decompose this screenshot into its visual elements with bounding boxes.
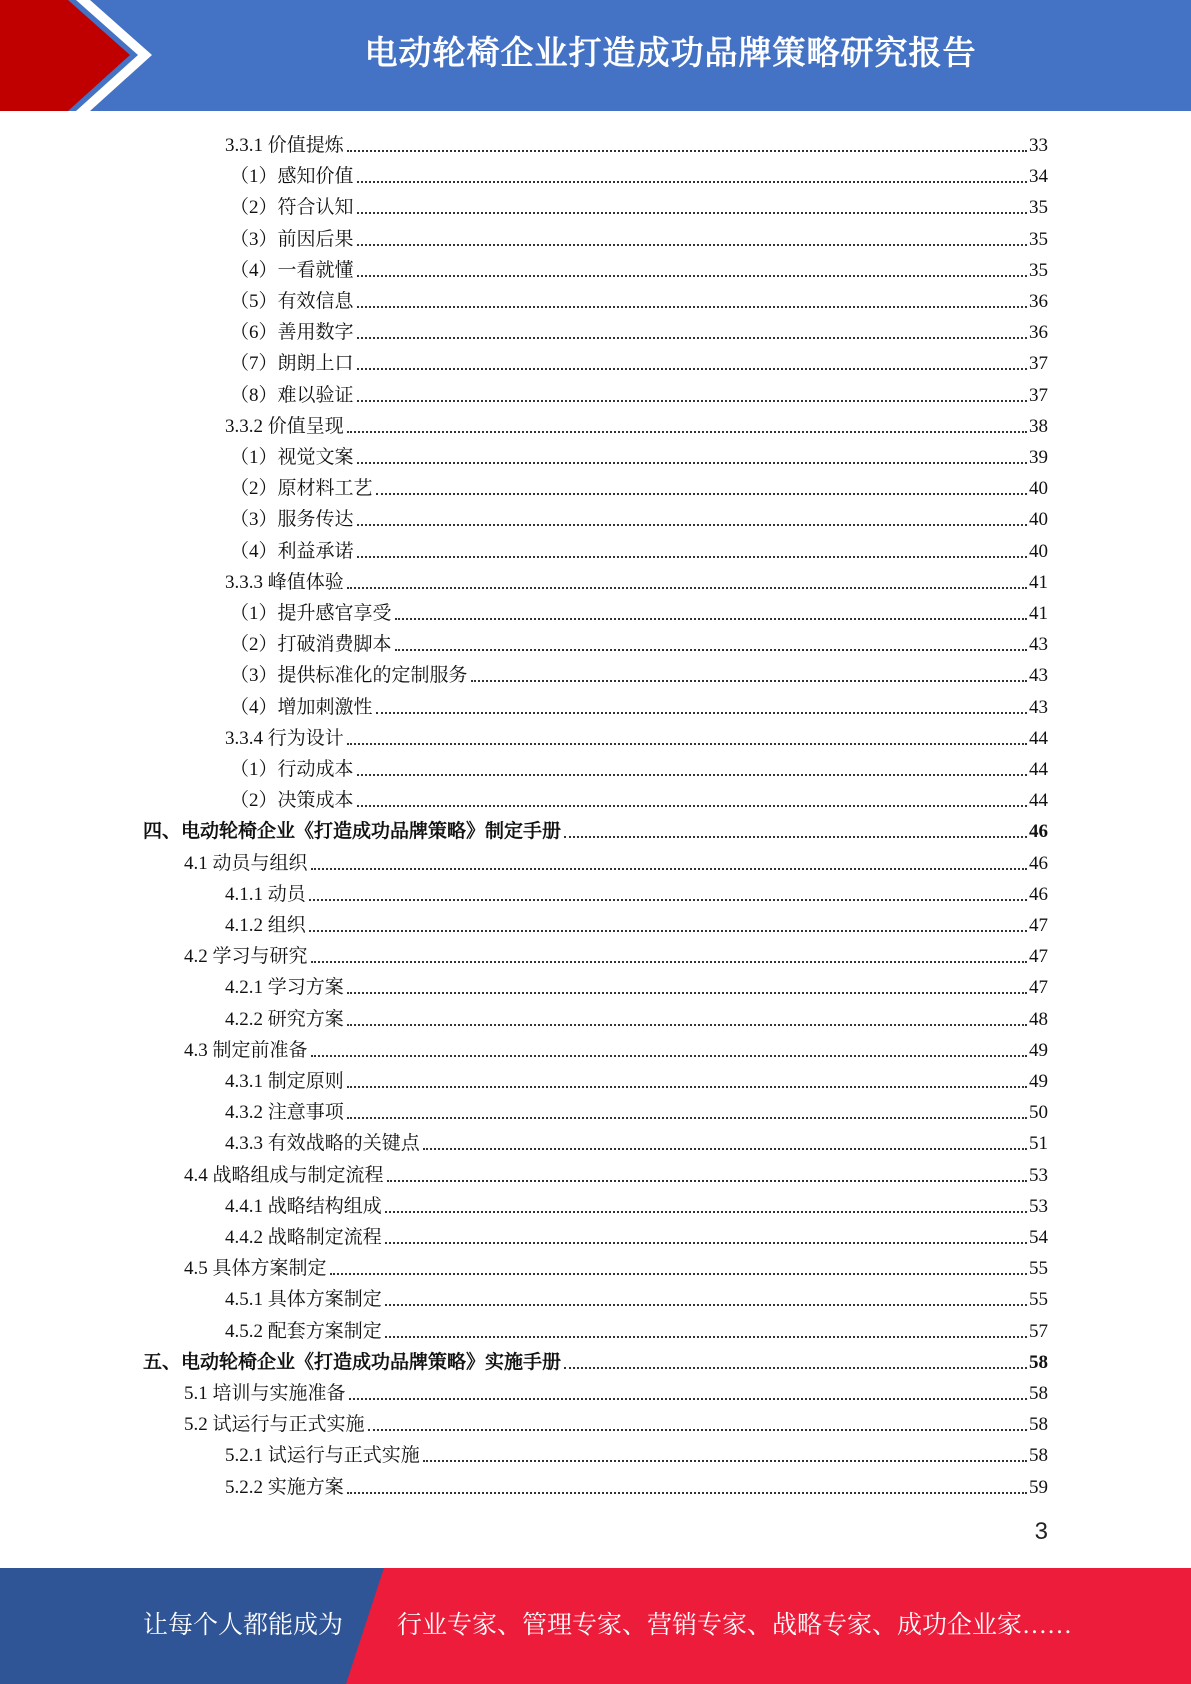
toc-dot-leader xyxy=(357,774,1027,776)
toc-entry-label: 5.1 培训与实施准备 xyxy=(184,1383,346,1404)
toc-entry-label: （3）服务传达 xyxy=(230,509,354,531)
toc-entry-page: 44 xyxy=(1029,759,1048,780)
toc-entry[interactable] xyxy=(230,657,1048,688)
toc-dot-leader xyxy=(423,1460,1027,1462)
toc-entry-label: 4.2.1 学习方案 xyxy=(225,977,344,999)
toc-entry-page: 46 xyxy=(1029,852,1048,874)
toc-entry[interactable] xyxy=(225,1125,1048,1156)
toc-entry[interactable] xyxy=(230,501,1048,532)
toc-dot-leader xyxy=(349,1398,1027,1400)
toc-entry-page: 37 xyxy=(1029,353,1048,375)
toc-dot-leader xyxy=(347,587,1027,589)
toc-dot-leader xyxy=(330,1273,1027,1275)
toc-dot-leader xyxy=(357,306,1027,308)
toc-entry-page: 55 xyxy=(1029,1258,1048,1280)
toc-entry-label: （1）感知价值 xyxy=(230,166,354,188)
toc-entry[interactable] xyxy=(184,1375,1048,1406)
toc-dot-leader xyxy=(357,212,1027,214)
toc-dot-leader xyxy=(347,1492,1027,1494)
toc-entry-label: （2）打破消费脚本 xyxy=(230,634,392,656)
toc-entry-label: （1）视觉文案 xyxy=(230,447,354,468)
toc-entry[interactable] xyxy=(143,813,1048,844)
toc-entry-page: 40 xyxy=(1029,478,1048,500)
toc-entry-page: 51 xyxy=(1029,1133,1048,1155)
toc-entry-page: 49 xyxy=(1029,1071,1048,1092)
toc-entry-label: 五、电动轮椅企业《打造成功品牌策略》实施手册 xyxy=(143,1351,562,1373)
toc-dot-leader xyxy=(385,1242,1027,1244)
toc-entry[interactable] xyxy=(230,533,1048,564)
toc-dot-leader xyxy=(357,181,1027,183)
toc-entry-label: （8）难以验证 xyxy=(230,384,354,406)
toc-dot-leader xyxy=(387,1180,1027,1182)
toc-entry-page: 46 xyxy=(1029,883,1048,905)
toc-dot-leader xyxy=(347,992,1027,994)
toc-dot-leader xyxy=(376,712,1027,714)
toc-entry-label: （1）提升感官享受 xyxy=(230,603,392,624)
toc-entry-page: 53 xyxy=(1029,1164,1048,1186)
toc-entry-page: 59 xyxy=(1029,1476,1048,1498)
toc-entry-label: 4.4.2 战略制定流程 xyxy=(225,1227,382,1248)
toc-dot-leader xyxy=(357,556,1027,558)
toc-entry[interactable] xyxy=(230,252,1048,283)
toc-dot-leader xyxy=(347,1117,1027,1119)
toc-entry-page: 49 xyxy=(1029,1039,1048,1061)
toc-dot-leader xyxy=(395,618,1027,620)
toc-entry-page: 35 xyxy=(1029,197,1048,219)
toc-entry-page: 33 xyxy=(1029,135,1048,156)
toc-entry[interactable] xyxy=(225,1001,1048,1032)
toc-entry-label: 4.2 学习与研究 xyxy=(184,946,308,968)
toc-entry-label: （2）符合认知 xyxy=(230,197,354,219)
toc-entry-label: 4.1.1 动员 xyxy=(225,883,306,905)
toc-dot-leader xyxy=(357,462,1027,464)
toc-dot-leader xyxy=(376,493,1027,495)
toc-dot-leader xyxy=(357,337,1027,339)
toc-dot-leader xyxy=(357,244,1027,246)
toc-entry[interactable] xyxy=(230,751,1048,782)
toc-entry-label: （2）原材料工艺 xyxy=(230,478,373,500)
toc-entry[interactable] xyxy=(230,626,1048,657)
toc-entry-label: （1）行动成本 xyxy=(230,759,354,780)
toc-entry[interactable] xyxy=(230,221,1048,252)
toc-entry-label: 4.4.1 战略结构组成 xyxy=(225,1195,382,1217)
toc-entry[interactable] xyxy=(184,1032,1048,1063)
toc-entry-label: （2）决策成本 xyxy=(230,790,354,812)
toc-entry[interactable] xyxy=(230,689,1048,720)
toc-entry-label: 4.5.2 配套方案制定 xyxy=(225,1320,382,1342)
toc-entry-page: 58 xyxy=(1029,1414,1048,1436)
toc-entry-page: 43 xyxy=(1029,665,1048,687)
toc-entry[interactable] xyxy=(230,283,1048,314)
toc-entry-label: （5）有效信息 xyxy=(230,291,354,312)
toc-entry-page: 37 xyxy=(1029,384,1048,406)
toc-entry-page: 55 xyxy=(1029,1289,1048,1311)
toc-entry[interactable] xyxy=(225,1281,1048,1312)
toc-dot-leader xyxy=(311,1055,1027,1057)
toc-entry-label: 4.1.2 组织 xyxy=(225,915,306,936)
toc-entry[interactable] xyxy=(225,1219,1048,1250)
toc-dot-leader xyxy=(347,1086,1027,1088)
toc-entry[interactable] xyxy=(225,1469,1048,1500)
toc-entry[interactable] xyxy=(225,1063,1048,1094)
toc-entry-page: 40 xyxy=(1029,540,1048,562)
toc-entry[interactable] xyxy=(184,1157,1048,1188)
toc-entry-page: 44 xyxy=(1029,727,1048,749)
toc-entry-page: 35 xyxy=(1029,259,1048,281)
toc-entry-label: 3.3.4 行为设计 xyxy=(225,727,344,749)
toc-entry-label: （4）增加刺激性 xyxy=(230,696,373,718)
toc-entry[interactable] xyxy=(184,1250,1048,1281)
toc-entry-page: 47 xyxy=(1029,915,1048,936)
toc-entry[interactable] xyxy=(230,377,1048,408)
toc-entry-page: 39 xyxy=(1029,447,1048,468)
toc-entry[interactable] xyxy=(225,408,1048,439)
toc-entry[interactable] xyxy=(225,720,1048,751)
toc-dot-leader xyxy=(357,275,1027,277)
toc-entry[interactable] xyxy=(184,845,1048,876)
toc-entry-label: 4.3.3 有效战略的关键点 xyxy=(225,1133,420,1155)
toc-dot-leader xyxy=(385,1336,1027,1338)
toc-entry-page: 43 xyxy=(1029,634,1048,656)
toc-entry[interactable] xyxy=(230,782,1048,813)
toc-entry-label: 4.3.1 制定原则 xyxy=(225,1071,344,1092)
toc-dot-leader xyxy=(309,930,1027,932)
toc-entry[interactable] xyxy=(184,938,1048,969)
toc-dot-leader xyxy=(357,805,1027,807)
toc-entry-page: 34 xyxy=(1029,166,1048,188)
toc-entry[interactable] xyxy=(143,1344,1048,1375)
toc-dot-leader xyxy=(309,899,1027,901)
page-footer xyxy=(0,1568,1191,1684)
toc-entry[interactable] xyxy=(225,1188,1048,1219)
toc-entry-label: 5.2.1 试运行与正式实施 xyxy=(225,1445,420,1467)
toc-entry-page: 46 xyxy=(1029,821,1048,843)
toc-entry[interactable] xyxy=(225,1094,1048,1125)
toc-dot-leader xyxy=(347,150,1027,152)
toc-entry[interactable] xyxy=(230,314,1048,345)
toc-dot-leader xyxy=(347,743,1027,745)
toc-entry-label: 3.3.1 价值提炼 xyxy=(225,135,344,156)
toc-entry-page: 43 xyxy=(1029,696,1048,718)
toc-dot-leader xyxy=(385,1211,1027,1213)
toc-entry-label: 5.2.2 实施方案 xyxy=(225,1476,344,1498)
toc-entry-label: （6）善用数字 xyxy=(230,322,354,344)
toc-entry-label: 4.5.1 具体方案制定 xyxy=(225,1289,382,1311)
toc-entry-page: 57 xyxy=(1029,1320,1048,1342)
toc-entry-label: （7）朗朗上口 xyxy=(230,353,354,375)
toc-entry[interactable] xyxy=(230,439,1048,470)
toc-dot-leader xyxy=(347,431,1027,433)
toc-dot-leader xyxy=(311,868,1027,870)
toc-entry-label: 5.2 试运行与正式实施 xyxy=(184,1414,365,1436)
toc-entry-label: 4.1 动员与组织 xyxy=(184,852,308,874)
toc-entry[interactable] xyxy=(225,564,1048,595)
toc-entry[interactable] xyxy=(225,876,1048,907)
toc-entry-page: 36 xyxy=(1029,322,1048,344)
toc-entry-label: （4）利益承诺 xyxy=(230,540,354,562)
toc-entry-label: 4.5 具体方案制定 xyxy=(184,1258,327,1280)
toc-dot-leader xyxy=(395,649,1027,651)
toc-dot-leader xyxy=(471,680,1027,682)
toc-entry-page: 54 xyxy=(1029,1227,1048,1248)
toc-entry-label: 4.4 战略组成与制定流程 xyxy=(184,1164,384,1186)
toc-entry[interactable] xyxy=(225,127,1048,158)
toc-entry-label: 4.2.2 研究方案 xyxy=(225,1008,344,1030)
toc-entry[interactable] xyxy=(184,1406,1048,1437)
toc-entry-page: 41 xyxy=(1029,571,1048,593)
toc-entry-page: 48 xyxy=(1029,1008,1048,1030)
toc-entry-page: 47 xyxy=(1029,977,1048,999)
toc-dot-leader xyxy=(311,961,1027,963)
toc-entry-page: 58 xyxy=(1029,1445,1048,1467)
toc-entry-label: 4.3 制定前准备 xyxy=(184,1039,308,1061)
toc-entry-page: 41 xyxy=(1029,603,1048,624)
document-title: 电动轮椅企业打造成功品牌策略研究报告 xyxy=(364,33,977,72)
page-header xyxy=(0,0,1191,111)
toc-dot-leader xyxy=(368,1429,1027,1431)
toc-dot-leader xyxy=(357,524,1027,526)
toc-entry[interactable] xyxy=(230,345,1048,376)
toc-entry[interactable] xyxy=(230,470,1048,501)
toc-entry-label: （3）前因后果 xyxy=(230,228,354,250)
toc-entry-label: 四、电动轮椅企业《打造成功品牌策略》制定手册 xyxy=(143,821,562,843)
toc-entry[interactable] xyxy=(225,1313,1048,1344)
toc-entry-page: 58 xyxy=(1029,1351,1048,1373)
toc-entry-label: （3）提供标准化的定制服务 xyxy=(230,665,468,687)
footer-slogan-left: 让每个人都能成为 xyxy=(143,1612,344,1639)
toc-entry-page: 53 xyxy=(1029,1195,1048,1217)
toc-entry-page: 44 xyxy=(1029,790,1048,812)
toc-entry-label: 3.3.2 价值呈现 xyxy=(225,415,344,437)
toc-dot-leader xyxy=(564,1367,1027,1369)
toc-dot-leader xyxy=(357,400,1027,402)
toc-dot-leader xyxy=(385,1304,1027,1306)
toc-entry-page: 35 xyxy=(1029,228,1048,250)
toc-entry[interactable] xyxy=(225,907,1048,938)
toc-entry[interactable] xyxy=(225,969,1048,1000)
toc-dot-leader xyxy=(357,368,1027,370)
toc-dot-leader xyxy=(423,1148,1027,1150)
footer-slogan-right: 行业专家、管理专家、营销专家、战略专家、成功企业家…… xyxy=(397,1612,1073,1639)
toc-dot-leader xyxy=(347,1024,1027,1026)
toc-entry-label: 3.3.3 峰值体验 xyxy=(225,571,344,593)
toc-entry[interactable] xyxy=(225,1437,1048,1468)
toc-entry-label: （4）一看就懂 xyxy=(230,259,354,281)
toc-entry[interactable] xyxy=(230,595,1048,626)
toc-entry[interactable] xyxy=(230,158,1048,189)
toc-entry-page: 38 xyxy=(1029,415,1048,437)
toc-entry-label: 4.3.2 注意事项 xyxy=(225,1102,344,1124)
page-number: 3 xyxy=(1034,1518,1048,1545)
toc-entry-page: 50 xyxy=(1029,1102,1048,1124)
toc-entry-page: 58 xyxy=(1029,1383,1048,1404)
toc-entry-page: 47 xyxy=(1029,946,1048,968)
toc-entry-page: 36 xyxy=(1029,291,1048,312)
toc-entry[interactable] xyxy=(230,189,1048,220)
toc-entry-page: 40 xyxy=(1029,509,1048,531)
toc-dot-leader xyxy=(564,836,1027,838)
